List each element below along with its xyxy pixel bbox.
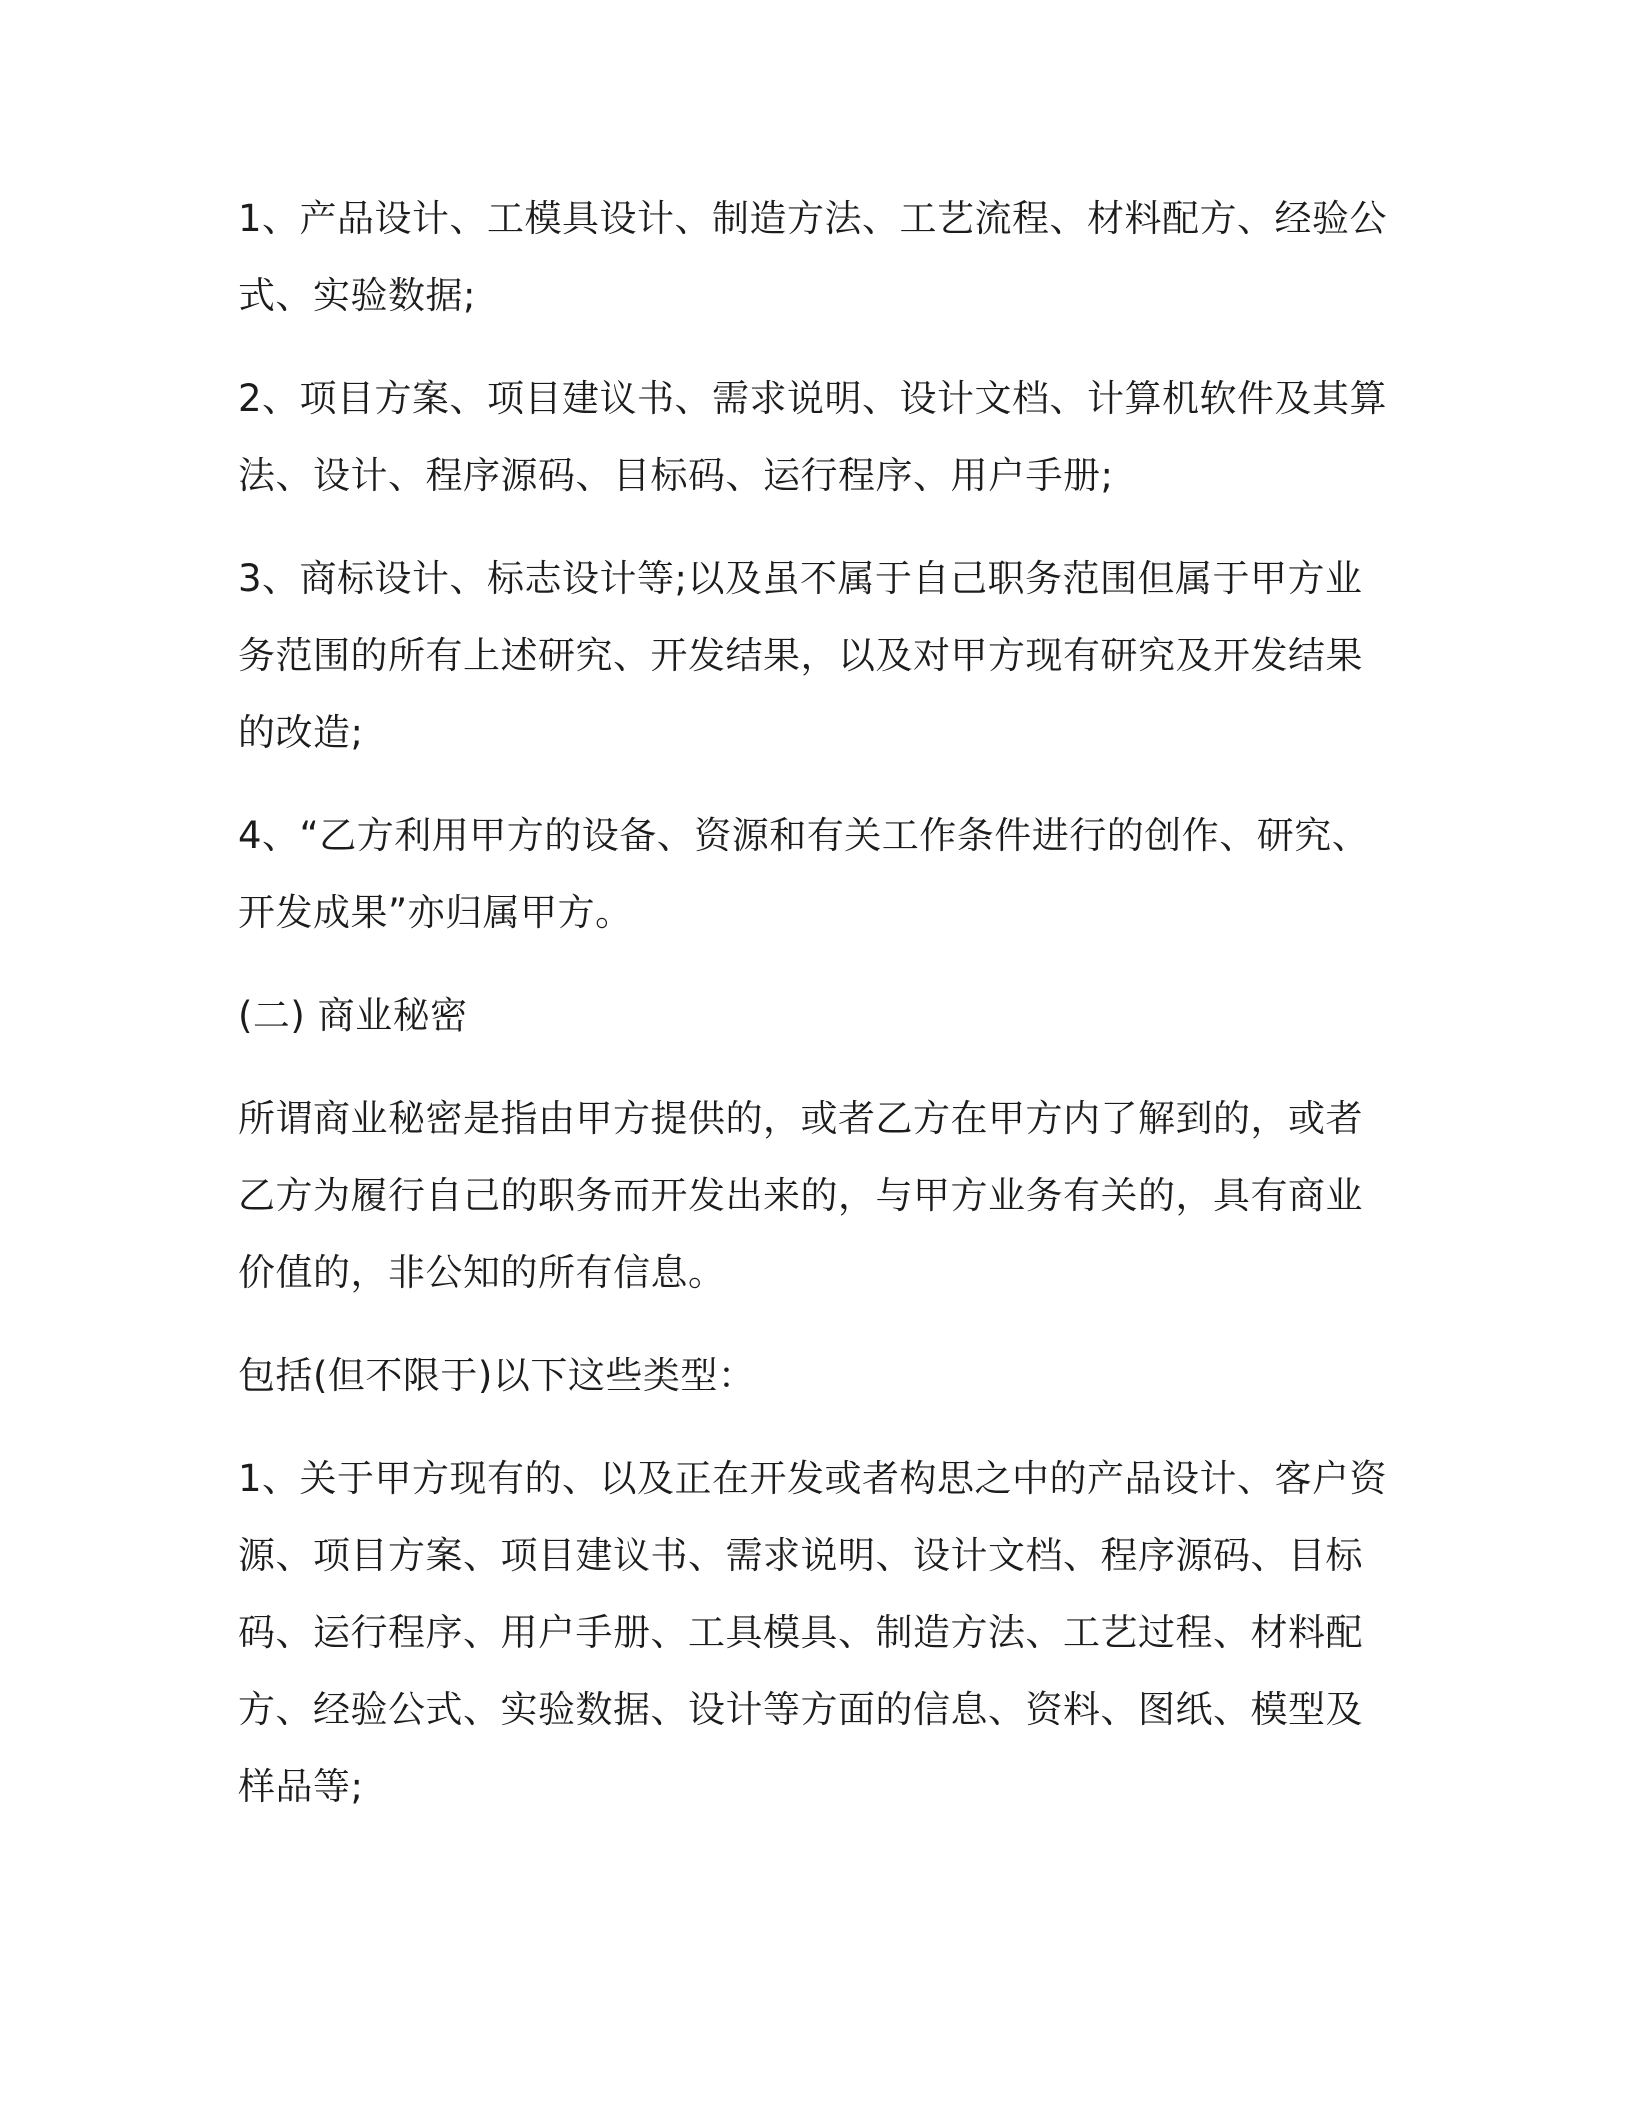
trade-secret-types-intro: 包括(但不限于)以下这些类型： [238, 1354, 756, 1397]
trade-secret-type-1: 1、关于甲方现有的、以及正在开发或者构思之中的产品设计、客户资源、项目方案、项目建议书、需求说明、设计文档、程序源码、目标码、运行程序、用户手册、工具模具、制造方法、工艺过程、材料配方、经验公式、实验数据、设计等方面的信息、资料、图纸、模型及样品等; [238, 1457, 1388, 1808]
clause-4-ownership-statement: 4、“乙方利用甲方的设备、资源和有关工作条件进行的创作、研究、开发成果”亦归属甲方。 [238, 814, 1370, 934]
trade-secret-definition: 所谓商业秘密是指由甲方提供的，或者乙方在甲方内了解到的，或者乙方为履行自己的职务而开发出来的，与甲方业务有关的，具有商业价值的，非公知的所有信息。 [238, 1097, 1363, 1294]
clause-1-design-items: 1、产品设计、工模具设计、制造方法、工艺流程、材料配方、经验公式、实验数据; [238, 197, 1388, 317]
document-body [238, 180, 1398, 1851]
section-heading-trade-secrets: (二) 商业秘密 [238, 994, 468, 1037]
clause-2-project-software-items: 2、项目方案、项目建议书、需求说明、设计文档、计算机软件及其算法、设计、程序源码、目标码、运行程序、用户手册; [238, 377, 1388, 497]
clause-3-trademark-items: 3、商标设计、标志设计等;以及虽不属于自己职务范围但属于甲方业务范围的所有上述研究、开发结果，以及对甲方现有研究及开发结果的改造; [238, 557, 1363, 754]
